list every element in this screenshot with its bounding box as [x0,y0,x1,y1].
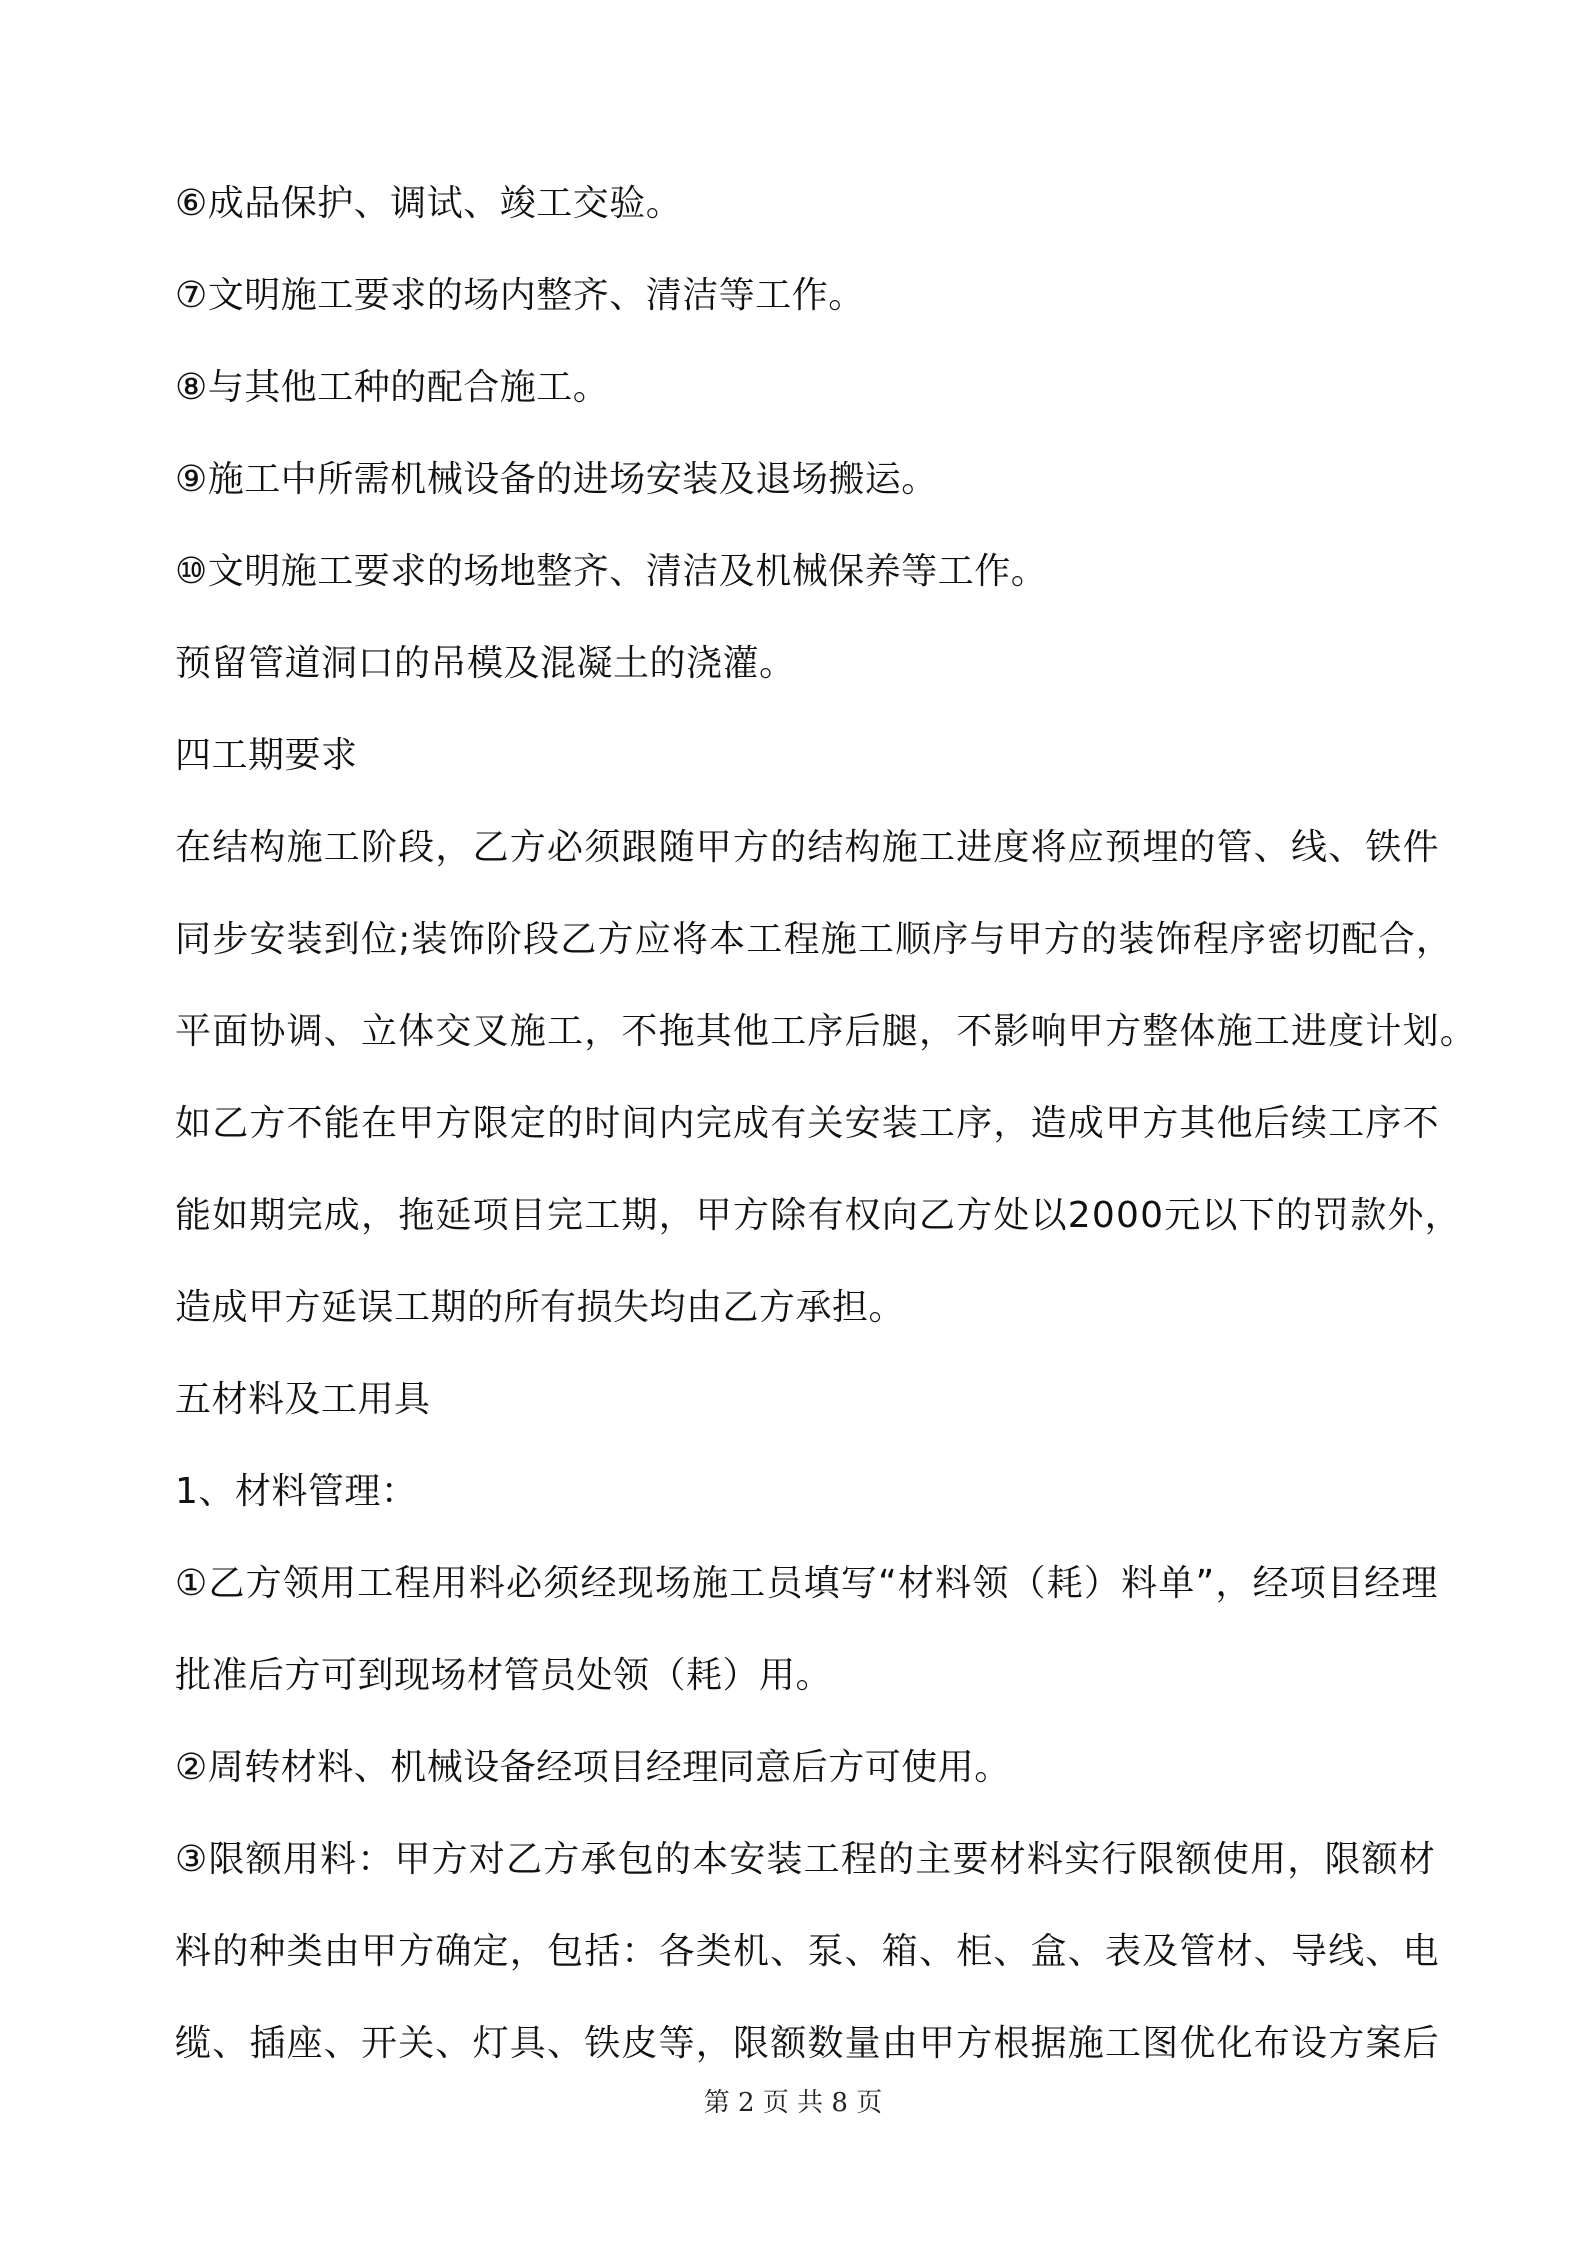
paragraph-line: 同步安装到位;装饰阶段乙方应将本工程施工顺序与甲方的装饰程序密切配合， [175,919,1454,960]
list-item-10: ⑩文明施工要求的场地整齐、清洁及机械保养等工作。 [175,551,1048,592]
section-heading-materials: 五材料及工用具 [175,1379,431,1420]
list-item-6: ⑥成品保护、调试、竣工交验。 [175,183,683,224]
paragraph-line: 如乙方不能在甲方限定的时间内完成有关安装工序，造成甲方其他后续工序不 [175,1103,1440,1144]
list-item-1: ①乙方领用工程用料必须经现场施工员填写“材料领（耗）料单”，经项目经理 [175,1563,1439,1604]
subsection-heading: 1、材料管理： [175,1471,418,1512]
page-number-footer: 第 2 页 共 8 页 [703,2088,883,2118]
paragraph-line: 平面协调、立体交叉施工，不拖其他工序后腿，不影响甲方整体施工进度计划。 [175,1011,1478,1052]
list-item-3: ③限额用料：甲方对乙方承包的本安装工程的主要材料实行限额使用，限额材 [175,1839,1437,1880]
list-item-9: ⑨施工中所需机械设备的进场安装及退场搬运。 [175,459,938,500]
list-item-2: ②周转材料、机械设备经项目经理同意后方可使用。 [175,1747,1011,1788]
list-item-7: ⑦文明施工要求的场内整齐、清洁等工作。 [175,275,865,316]
paragraph-line: 预留管道洞口的吊模及混凝土的浇灌。 [175,643,796,684]
paragraph-line: 造成甲方延误工期的所有损失均由乙方承担。 [175,1287,906,1328]
paragraph-line: 能如期完成，拖延项目完工期，甲方除有权向乙方处以2000元以下的罚款外， [175,1195,1462,1236]
paragraph-line: 料的种类由甲方确定，包括：各类机、泵、箱、柜、盒、表及管材、导线、电 [175,1931,1440,1972]
paragraph-line: 批准后方可到现场材管员处领（耗）用。 [175,1655,833,1696]
list-item-8: ⑧与其他工种的配合施工。 [175,367,610,408]
paragraph-line: 缆、插座、开关、灯具、铁皮等，限额数量由甲方根据施工图优化布设方案后 [175,2023,1440,2064]
paragraph-line: 在结构施工阶段，乙方必须跟随甲方的结构施工进度将应预埋的管、线、铁件 [175,827,1440,868]
section-heading-schedule: 四工期要求 [175,735,358,776]
document-body [175,158,1505,2090]
